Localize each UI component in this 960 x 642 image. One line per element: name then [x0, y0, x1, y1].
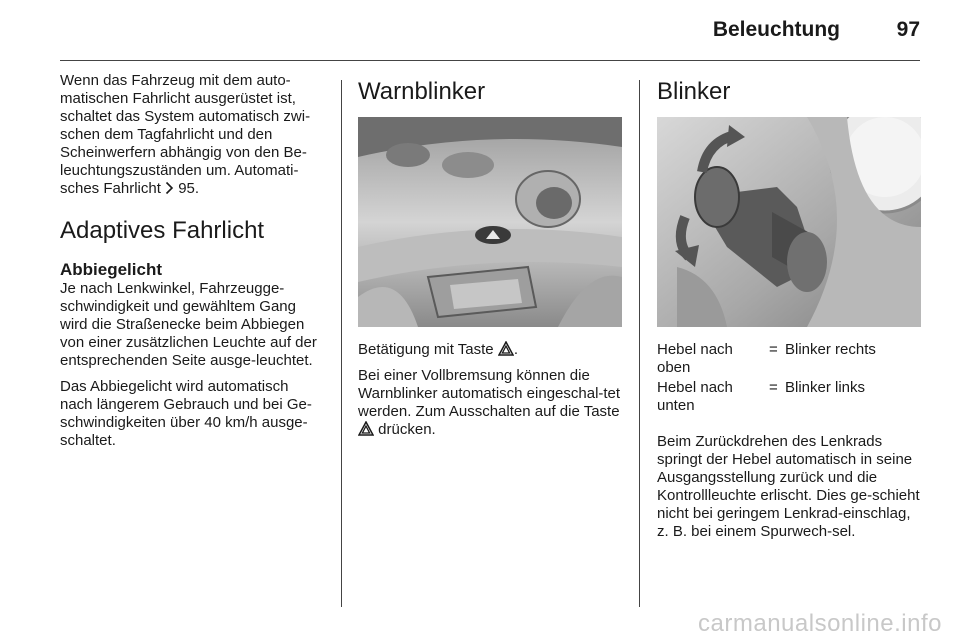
hazard-button-photo: [358, 117, 622, 327]
ref-arrow-icon: [165, 181, 174, 195]
hazard-operation-line: [358, 341, 623, 359]
hazard-auto-text: Bei einer Vollbremsung können die Warnblinker automatisch eingeschal-tet werden. Zum Ausschalten auf die Taste: [358, 367, 621, 420]
section-title-adaptives-fahrlicht: Adaptives Fahrlicht: [60, 217, 265, 244]
def-desc: Blinker rechts: [785, 341, 876, 358]
def-term: Hebel nach unten: [657, 379, 733, 414]
abbiegelicht-paragraph-1: Je nach Lenkwinkel, Fahrzeugge-schwindigkeit und gewähltem Gang wird die Straßenecke beim Abbiegen von einer zusätzlichen Leuchte auf der entsprechenden Seite ausge-leuchtet.: [60, 280, 317, 369]
column-divider-2: [639, 80, 640, 607]
page-header-title: Beleuchtung: [712, 18, 840, 41]
blinker-paragraph: Beim Zurückdrehen des Lenkrads springt der Hebel automatisch in seine Ausgangsstellung zurück und die Kontrollleuchte erlischt. Dies ge-schieht nicht bei geringem Lenkrad-einschlag, z. B. bei einem Spurwech-sel.: [657, 433, 920, 540]
column-1: [60, 72, 324, 458]
page-reference[interactable]: 95.: [178, 180, 200, 197]
section-title-blinker: Blinker: [657, 78, 731, 105]
intro-paragraph: [60, 72, 324, 198]
def-sep: =: [769, 379, 778, 396]
column-3: [657, 72, 921, 549]
hazard-auto-text-end: drücken.: [378, 421, 436, 438]
subsection-title-abbiegelicht: Abbiegelicht: [60, 260, 163, 279]
intro-text: Wenn das Fahrzeug mit dem auto-matischen Fahrlicht ausgerüstet ist, schaltet das System automatisch zwi-schen dem Tagfahrlicht und den Scheinwerfern abhängig von den Be-leuchtungszuständen um. Automati-sches Fahrlicht: [60, 72, 311, 197]
page-number: 97: [896, 18, 920, 41]
hazard-operation-end: .: [513, 341, 518, 358]
hazard-auto-paragraph: [358, 367, 623, 439]
def-sep: =: [769, 341, 778, 358]
column-divider-1: [341, 80, 342, 607]
section-title-warnblinker: Warnblinker: [358, 78, 486, 105]
column-2: [358, 72, 623, 447]
header-divider: [60, 60, 920, 61]
lever-definition-list: [657, 341, 921, 415]
abbiegelicht-paragraph-2: Das Abbiegelicht wird automatisch nach längerem Gebrauch und bei Ge-schwindigkeiten über 40 km/h ausge-schaltet.: [60, 378, 312, 449]
hazard-triangle-icon: [498, 341, 514, 356]
watermark: carmanualsonline.info: [698, 610, 942, 637]
turn-signal-illustration: [657, 117, 921, 327]
turn-signal-lever-photo: [657, 117, 921, 327]
hazard-operation-text: Betätigung mit Taste: [358, 341, 494, 358]
def-term: Hebel nach oben: [657, 341, 733, 376]
hazard-button-illustration: [358, 117, 622, 327]
def-desc: Blinker links: [785, 379, 866, 396]
hazard-triangle-icon: [358, 421, 374, 436]
